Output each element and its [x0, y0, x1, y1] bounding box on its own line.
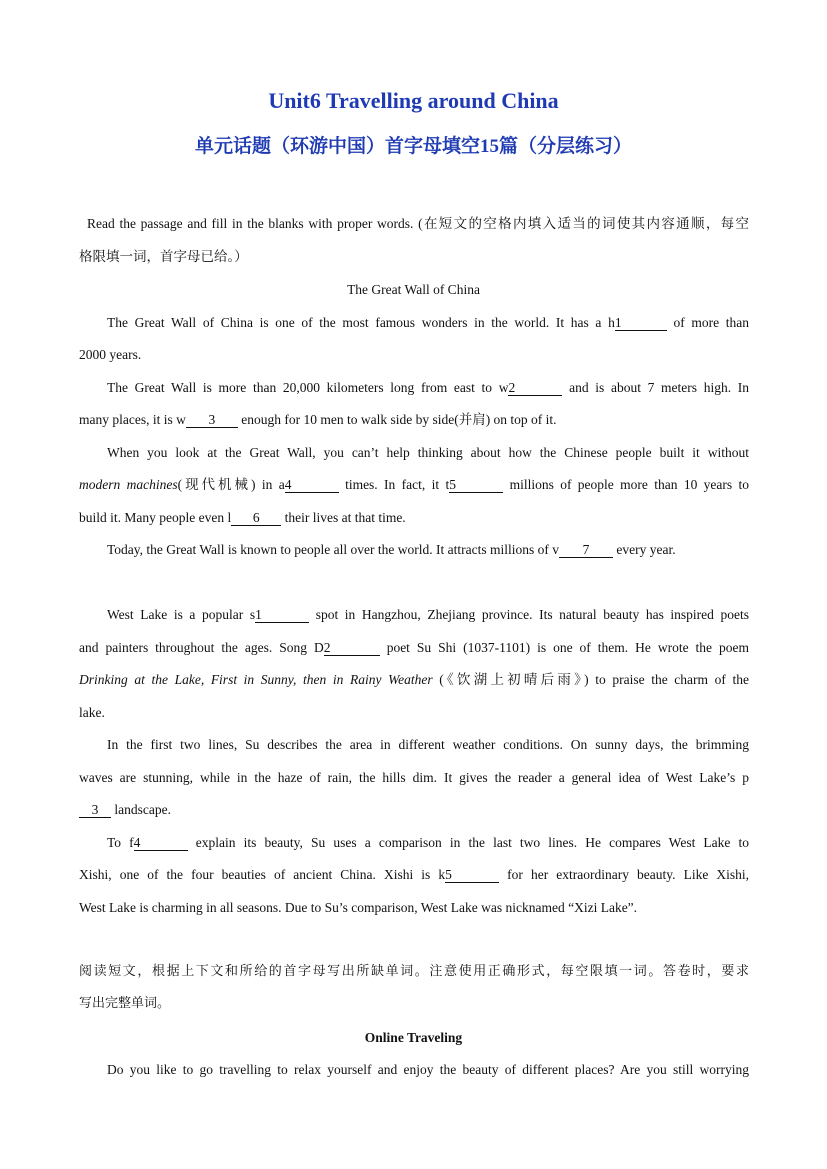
passage-2-line-4: lake. [79, 705, 105, 720]
passage-3-line-1: Do you like to go travelling to relax yourself and enjoy the beauty of different places? Are you still worrying [107, 1062, 749, 1077]
blank-2-5[interactable]: 5 [445, 867, 499, 883]
passage-2-line-5: In the first two lines, Su describes the area in different weather conditions. On sunny days, the brimming [107, 737, 749, 752]
passage-2-line-7: 3 landscape. [79, 800, 749, 820]
passage-2-line-1: West Lake is a popular s1 spot in Hangzhou, Zhejiang province. Its natural beauty has inspired poets [107, 607, 749, 622]
blank-3[interactable]: 3 [186, 412, 238, 428]
passage-2-line-3: Drinking at the Lake, First in Sunny, then in Rainy Weather (《饮湖上初晴后雨》) to praise the charm of the [79, 672, 750, 687]
passage-3-heading: Online Traveling [364, 1030, 463, 1045]
blank-7[interactable]: 7 [559, 542, 613, 558]
blank-5[interactable]: 5 [449, 477, 503, 493]
blank-6[interactable]: 6 [231, 510, 281, 526]
blank-2[interactable]: 2 [508, 380, 562, 396]
blank-2-4[interactable]: 4 [134, 835, 188, 851]
instruction-1-text: Read the passage and fill in the blanks with proper words. (在短文的空格内填入适当的词使其内容通顺，每空 [87, 216, 749, 231]
passage-1-line-7: build it. Many people even l 6 their lives at that time. [79, 510, 406, 525]
passage-1-line-2: 2000 years. [79, 347, 142, 362]
blank-1[interactable]: 1 [615, 315, 667, 331]
blank-4[interactable]: 4 [285, 477, 339, 493]
instruction-2-line-2: 写出完整单词。 [79, 996, 171, 1011]
passage-2-line-2: and painters throughout the ages. Song D2 poet Su Shi (1037-1101) is one of them. He wrote the poem [79, 640, 749, 655]
passage-1-line-3: The Great Wall is more than 20,000 kilometers long from east to w2 and is about 7 meters high. In [107, 380, 749, 395]
passage-1-line-5: When you look at the Great Wall, you can’t help thinking about how the Chinese people built it without [107, 445, 749, 460]
blank-2-2[interactable]: 2 [324, 640, 380, 656]
blank-2-1[interactable]: 1 [255, 607, 309, 623]
passage-1-line-8: Today, the Great Wall is known to people all over the world. It attracts millions of v 7 every year. [107, 542, 676, 557]
passage-2-line-10: West Lake is charming in all seasons. Due to Su’s comparison, West Lake was nicknamed “Xizi Lake”. [79, 900, 638, 915]
document-subtitle: 单元话题（环游中国）首字母填空15篇（分层练习） [194, 136, 632, 157]
blank-2-3[interactable]: 3 [79, 802, 111, 818]
instruction-2-line-1: 阅读短文，根据上下文和所给的首字母写出所缺单词。注意使用正确形式，每空限填一词。答卷时，要求 [79, 964, 749, 979]
passage-2-line-6: waves are stunning, while in the haze of rain, the hills dim. It gives the reader a general idea of West Lake’s p [79, 770, 749, 785]
instruction-1-line-2: 格限填一词，首字母已给。） [79, 249, 248, 264]
document-title: Unit6 Travelling around China [268, 88, 559, 113]
passage-1-line-1: The Great Wall of China is one of the most famous wonders in the world. It has a h1 of more than [107, 315, 750, 330]
passage-2-line-8: To f4 explain its beauty, Su uses a comparison in the last two lines. He compares West Lake to [107, 835, 750, 850]
passage-1-line-6: modern machines(现代机械) in a4 times. In fact, it t5 millions of people more than 10 years to [79, 477, 750, 492]
passage-1-heading: The Great Wall of China [347, 282, 480, 297]
passage-1-line-4: many places, it is w 3 enough for 10 men to walk side by side(并肩) on top of it. [79, 412, 557, 427]
instruction-1-line-1 [87, 214, 749, 234]
passage-2-line-9: Xishi, one of the four beauties of ancient China. Xishi is k5 for her extraordinary beauty. Like Xishi, [79, 867, 749, 882]
